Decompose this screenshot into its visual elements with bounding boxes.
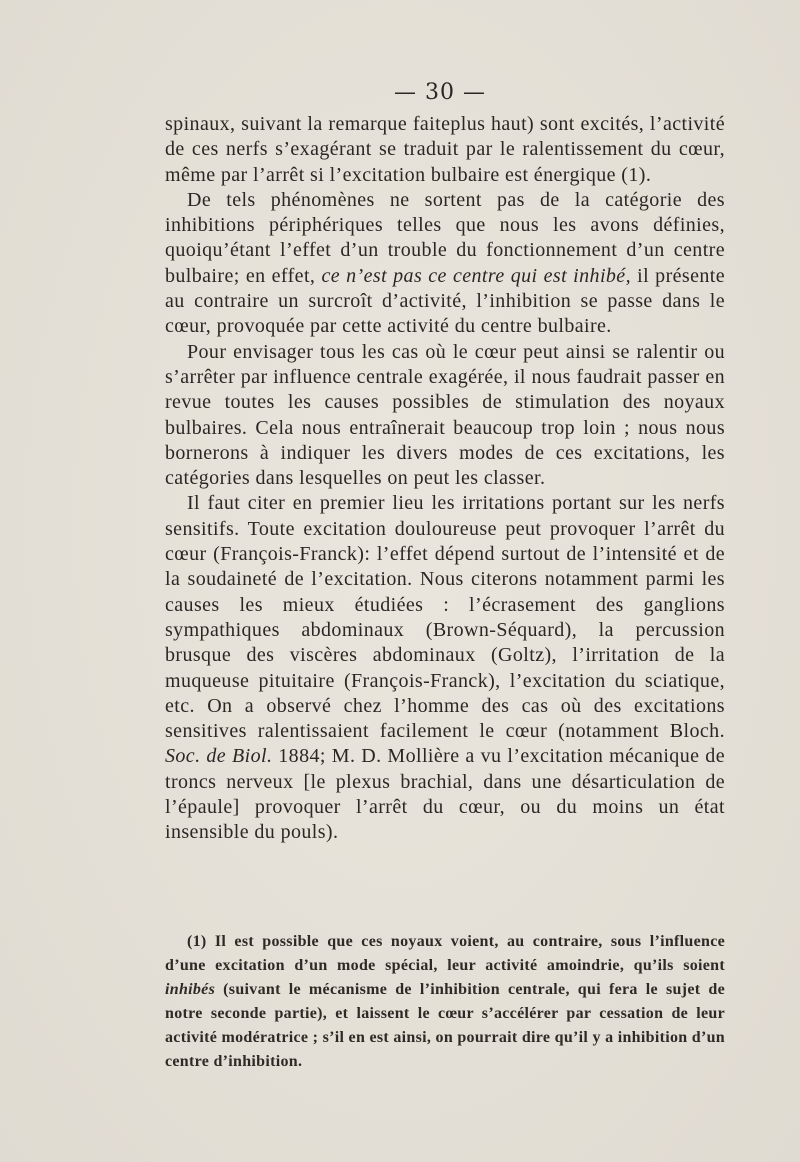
paragraph-2-text-end: il présente au contraire un surcroît d’activité, l’inhibition se passe dans le cœur, provoquée par cette activité du centre bulbaire. bbox=[165, 264, 726, 338]
footnote-paragraph bbox=[165, 930, 725, 1074]
paragraph-3-text: Pour envisager tous les cas où le cœur peut ainsi se ralentir ou s’arrêter par influence centrale exagérée, il nous faudrait passer en revue toutes les causes possibles de stimulation des noyaux bulbaires. Cela nous entraînerait beaucoup trop loin ; nous nous bornerons à indiquer les divers modes de ces excitations, les catégories dans lesquelles on peut les classer. bbox=[165, 340, 725, 490]
paragraph-4-italic: Soc. de Biol. bbox=[165, 745, 273, 768]
footnote-text-start: (1) Il est possible que ces noyaux voient, au contraire, sous l’influence d’une excitation d’un mode spécial, leur activité amoindrie, qu’ils soient bbox=[165, 933, 725, 974]
paragraph-4-text-end: 1884; M. D. Mollière a vu l’excitation mécanique de troncs nerveux [le plexus brachial, dans une désarticulation de l’épaule] provoquer l’arrêt du cœur, ou du moins un état insensible du pouls). bbox=[165, 745, 725, 844]
paragraph-4 bbox=[165, 491, 725, 845]
footnote-italic: inhibés bbox=[165, 981, 216, 998]
paragraph-4-text-start: Il faut citer en premier lieu les irritations portant sur les nerfs sensitifs. Toute excitation douloureuse peut provoquer l’arrêt du cœur (François-Franck): l’effet dépend surtout de l’intensité et de la soudaineté de l’excitation. Nous citerons notamment parmi les causes les mieux étudiées : l’écrasement des ganglions sympathiques abdominaux (Brown-Séquard), la percussion brusque des viscères abdominaux (Goltz), l’irritation de la muqueuse pituitaire (François-Franck), l’excitation du sciatique, etc. On a observé chez l’homme des cas où des excitations sensitives ralentissaient facilement le cœur (notamment Bloch. bbox=[165, 492, 725, 743]
footnote bbox=[165, 930, 725, 1074]
paragraph-2-text-start: De tels phénomènes ne sortent pas de la catégorie des inhibitions périphériques telles que nous les avons définies, quoiqu’étant l’effet d’un trouble du fonctionnement d’un centre bulbaire; en effet, bbox=[165, 188, 725, 287]
footnote-text-end: (suivant le mécanisme de l’inhibition centrale, qui fera le sujet de notre seconde partie), et laissent le cœur s’accélérer par cessation de leur activité modératrice ; s’il en est ainsi, on pourrait dire qu’il y a inhibition d’un centre d’inhibition. bbox=[165, 981, 725, 1070]
paragraph-1 bbox=[165, 112, 725, 188]
paragraph-1-text: spinaux, suivant la remarque faiteplus haut) sont excités, l’activité de ces nerfs s’exagérant se traduit par le ralentissement du cœur, même par l’arrêt si l’excitation bulbaire est énergique (1). bbox=[165, 113, 725, 186]
paragraph-3 bbox=[165, 340, 725, 492]
paragraph-2 bbox=[165, 188, 725, 340]
paragraph-2-italic: ce n’est pas ce centre qui est inhibé, bbox=[321, 264, 631, 287]
main-text bbox=[165, 112, 725, 846]
page-number: — 30 — bbox=[394, 80, 486, 105]
